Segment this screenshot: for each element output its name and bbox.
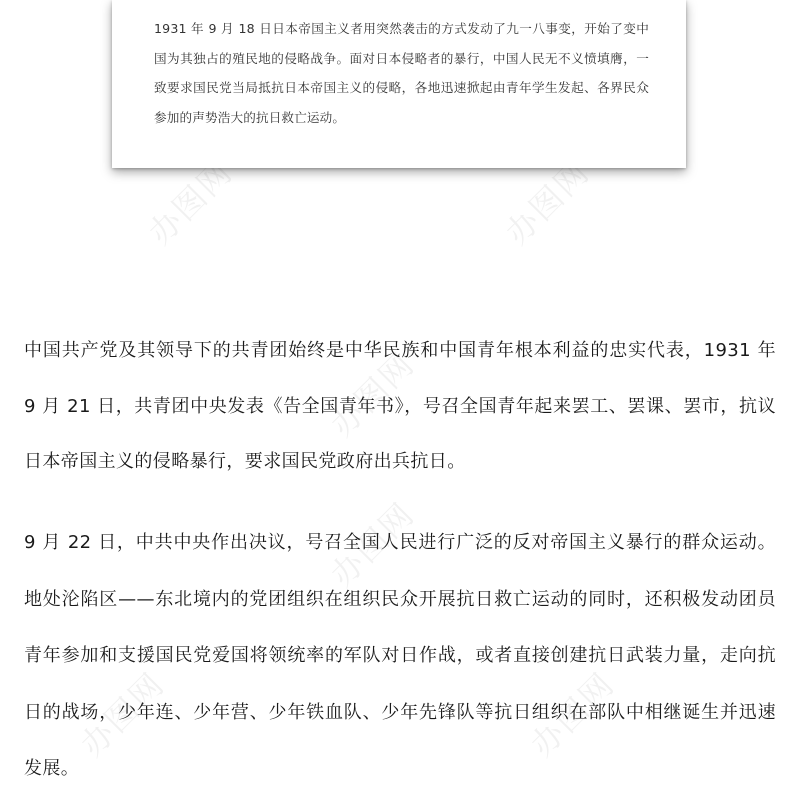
quote-card: [112, 0, 686, 168]
quote-card-text: 1931 年 9 月 18 日日本帝国主义者用突然袭击的方式发动了九一八事变，开始了变中国为其独占的殖民地的侵略战争。面对日本侵略者的暴行，中国人民无不义愤填膺，一致要求国民党当局抵抗日本帝国主义的侵略，各地迅速掀起由青年学生发起、各界民众参加的声势浩大的抗日救亡运动。: [154, 21, 649, 125]
watermark: 办图网: [497, 152, 597, 252]
watermark: 办图网: [322, 494, 422, 594]
watermark: 办图网: [140, 152, 240, 252]
watermark: 办图网: [72, 664, 172, 764]
body-paragraph-1: 中国共产党及其领导下的共青团始终是中华民族和中国青年根本利益的忠实代表，1931 年 9 月 21 日，共青团中央发表《告全国青年书》，号召全国青年起来罢工、罢课、罢市，抗议日本帝国主义的侵略暴行，要求国民党政府出兵抗日。: [24, 340, 776, 472]
body-paragraph-2: 9 月 22 日，中共中央作出决议，号召全国人民进行广泛的反对帝国主义暴行的群众运动。地处沦陷区——东北境内的党团组织在组织民众开展抗日救亡运动的同时，还积极发动团员青年参加和支援国民党爱国将领统率的军队对日作战，或者直接创建抗日武装力量，走向抗日的战场，少年连、少年营、少年铁血队、少年先锋队等抗日组织在部队中相继诞生并迅速发展。: [24, 532, 776, 779]
watermark: 办图网: [522, 664, 622, 764]
watermark: 办图网: [322, 344, 422, 444]
